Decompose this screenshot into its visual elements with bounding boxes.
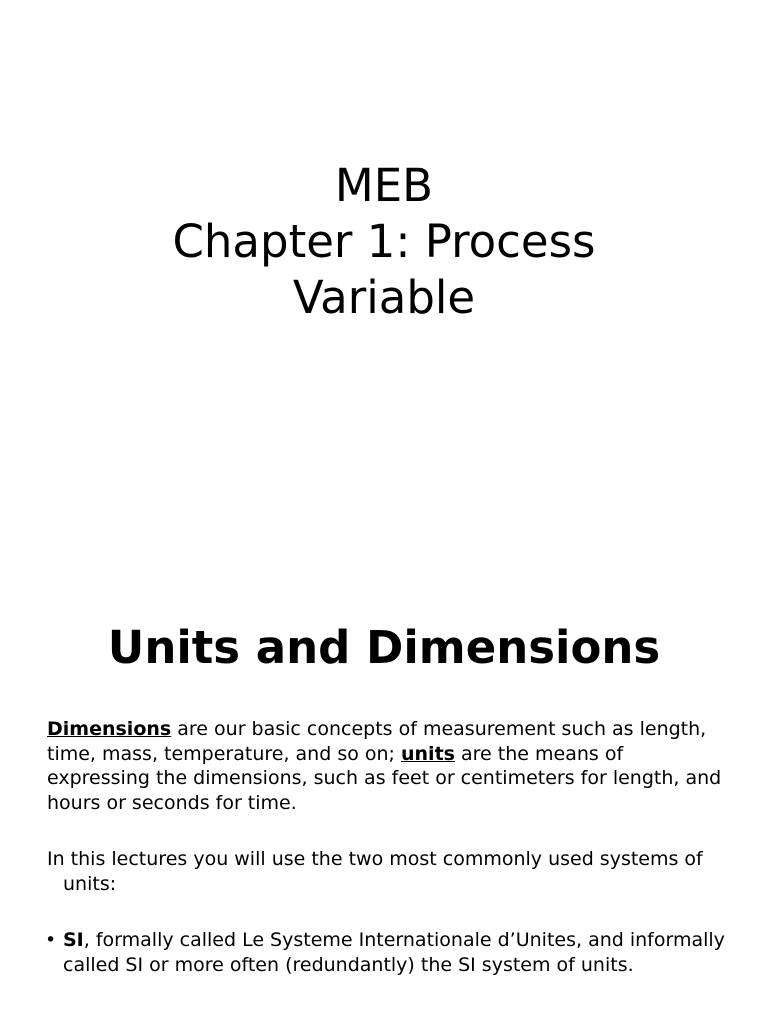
bullet-icon: • [45,929,57,951]
title-line-2: Chapter 1: Process [172,215,596,268]
section-heading: Units and Dimensions [107,621,661,674]
systems-intro-paragraph: In this lectures you will use the two most commonly used systems of units: [47,848,703,895]
term-dimensions: Dimensions [47,718,172,740]
slide-title-heading [0,158,768,326]
dimensions-paragraph [47,717,727,815]
term-units: units [401,742,455,765]
bullet-item-si [47,928,727,977]
paragraph-text-1: are our basic concepts of measurement such as length, time, mass, temperature, and so on; [47,718,707,765]
title-line-3: Variable [292,271,476,324]
term-si: SI [63,929,84,951]
slide-units-and-dimensions [0,512,768,1024]
title-line-1: MEB [334,159,434,212]
bullet-text: , formally called Le Systeme Internationale d’Unites, and informally called SI or more often (redundantly) the SI system of units. [63,929,725,976]
paragraph-text-2: are the means of expressing the dimensions, such as feet or centimeters for length, and hours or seconds for time. [47,742,722,814]
